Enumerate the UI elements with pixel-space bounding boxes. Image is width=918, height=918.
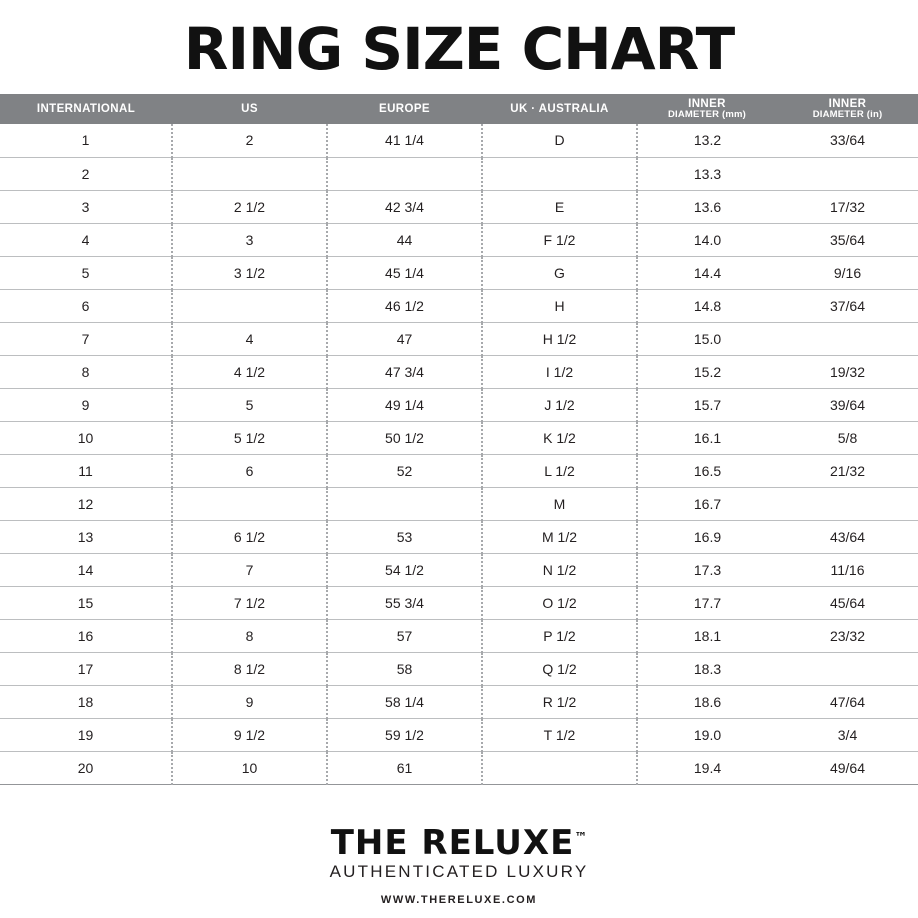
column-header-label: EUROPE xyxy=(379,102,430,115)
table-cell: 9/16 xyxy=(777,256,918,289)
table-cell: H 1/2 xyxy=(482,322,637,355)
table-cell: 14.8 xyxy=(637,289,777,322)
table-cell: 14.0 xyxy=(637,223,777,256)
table-cell: 2 xyxy=(0,157,172,190)
table-cell: 19 xyxy=(0,718,172,751)
table-row xyxy=(0,685,918,718)
table-cell: 42 3/4 xyxy=(327,190,482,223)
table-cell: 15.2 xyxy=(637,355,777,388)
table-cell: 15.0 xyxy=(637,322,777,355)
table-row xyxy=(0,388,918,421)
table-cell: G xyxy=(482,256,637,289)
table-cell: 52 xyxy=(327,454,482,487)
table-cell: O 1/2 xyxy=(482,586,637,619)
table-cell: 7 1/2 xyxy=(172,586,327,619)
table-row xyxy=(0,157,918,190)
brand-tagline: AUTHENTICATED LUXURY xyxy=(329,862,589,881)
table-cell: 13.2 xyxy=(637,124,777,157)
table-header-row xyxy=(0,94,918,124)
table-cell: 3 xyxy=(0,190,172,223)
column-header-uk-australia xyxy=(482,94,637,124)
table-cell: 4 xyxy=(172,322,327,355)
table-cell xyxy=(327,487,482,520)
table-cell: 55 3/4 xyxy=(327,586,482,619)
table-cell: 7 xyxy=(0,322,172,355)
table-cell: 18.1 xyxy=(637,619,777,652)
table-cell: 15 xyxy=(0,586,172,619)
brand-text: THE RELUXE xyxy=(330,823,575,863)
table-cell: 6 xyxy=(172,454,327,487)
table-cell: 53 xyxy=(327,520,482,553)
table-cell: 10 xyxy=(0,421,172,454)
brand-name xyxy=(0,823,918,863)
table-cell: 15.7 xyxy=(637,388,777,421)
table-cell: 9 xyxy=(172,685,327,718)
table-cell: 49 1/4 xyxy=(327,388,482,421)
table-cell: 3 1/2 xyxy=(172,256,327,289)
table-cell: 12 xyxy=(0,487,172,520)
table-cell: 47/64 xyxy=(777,685,918,718)
table-cell: 20 xyxy=(0,751,172,784)
table-cell: 47 3/4 xyxy=(327,355,482,388)
table-cell: 18.3 xyxy=(637,652,777,685)
table-cell: 14.4 xyxy=(637,256,777,289)
table-cell: 6 1/2 xyxy=(172,520,327,553)
column-header-inner-diameter-in xyxy=(777,94,918,124)
table-cell: 23/32 xyxy=(777,619,918,652)
table-body xyxy=(0,124,918,784)
table-cell: 7 xyxy=(172,553,327,586)
table-cell: D xyxy=(482,124,637,157)
table-cell: 9 xyxy=(0,388,172,421)
table-row xyxy=(0,520,918,553)
table-cell: L 1/2 xyxy=(482,454,637,487)
table-row xyxy=(0,124,918,157)
table-row xyxy=(0,355,918,388)
table-cell: 18 xyxy=(0,685,172,718)
table-cell: 58 xyxy=(327,652,482,685)
table-cell: 46 1/2 xyxy=(327,289,482,322)
table-cell: 21/32 xyxy=(777,454,918,487)
table-cell: 16.1 xyxy=(637,421,777,454)
column-header-sublabel: DIAMETER (mm) xyxy=(667,109,747,121)
table-cell: 9 1/2 xyxy=(172,718,327,751)
table-cell: 16.7 xyxy=(637,487,777,520)
table-cell: 47 xyxy=(327,322,482,355)
table-cell: 8 xyxy=(0,355,172,388)
table-cell: 54 1/2 xyxy=(327,553,482,586)
table-cell: 13.6 xyxy=(637,190,777,223)
table-cell: 3/4 xyxy=(777,718,918,751)
trademark-symbol: ™ xyxy=(574,830,588,846)
column-header-label: INNER xyxy=(828,97,867,110)
table-cell: 8 xyxy=(172,619,327,652)
table-row xyxy=(0,256,918,289)
page-title: RING SIZE CHART xyxy=(183,15,735,83)
column-header-europe xyxy=(327,94,482,124)
table-cell: J 1/2 xyxy=(482,388,637,421)
table-cell: 5/8 xyxy=(777,421,918,454)
table-row xyxy=(0,487,918,520)
table-cell: 11 xyxy=(0,454,172,487)
table-cell: 4 xyxy=(0,223,172,256)
table-cell: 61 xyxy=(327,751,482,784)
table-cell: 17/32 xyxy=(777,190,918,223)
table-cell: 10 xyxy=(172,751,327,784)
table-row xyxy=(0,619,918,652)
column-header-inner-diameter-mm xyxy=(637,94,777,124)
table-cell: 49/64 xyxy=(777,751,918,784)
table-row xyxy=(0,652,918,685)
table-cell: 58 1/4 xyxy=(327,685,482,718)
column-header-label: INNER xyxy=(688,97,726,110)
table-cell: 19.4 xyxy=(637,751,777,784)
table-header xyxy=(0,94,918,124)
table-row xyxy=(0,421,918,454)
table-cell: 4 1/2 xyxy=(172,355,327,388)
table-cell: 16.9 xyxy=(637,520,777,553)
table-cell xyxy=(777,652,918,685)
table-row xyxy=(0,553,918,586)
table-cell: 59 1/2 xyxy=(327,718,482,751)
table-row xyxy=(0,586,918,619)
table-cell: 43/64 xyxy=(777,520,918,553)
table-cell: 57 xyxy=(327,619,482,652)
table-cell xyxy=(327,157,482,190)
table-row xyxy=(0,289,918,322)
table-cell: K 1/2 xyxy=(482,421,637,454)
table-cell: E xyxy=(482,190,637,223)
table-cell xyxy=(172,157,327,190)
column-header-label: UK · AUSTRALIA xyxy=(510,102,609,115)
table-row xyxy=(0,751,918,784)
table-cell xyxy=(482,751,637,784)
table-cell: 13.3 xyxy=(637,157,777,190)
table-cell xyxy=(482,157,637,190)
table-cell: 2 xyxy=(172,124,327,157)
table-cell: 33/64 xyxy=(777,124,918,157)
table-row xyxy=(0,223,918,256)
column-header-us xyxy=(172,94,327,124)
table-cell: M xyxy=(482,487,637,520)
table-cell: I 1/2 xyxy=(482,355,637,388)
table-cell: 2 1/2 xyxy=(172,190,327,223)
table-cell: 1 xyxy=(0,124,172,157)
table-cell: 37/64 xyxy=(777,289,918,322)
table-cell: 44 xyxy=(327,223,482,256)
table-row xyxy=(0,190,918,223)
table-cell: 8 1/2 xyxy=(172,652,327,685)
table-cell: 6 xyxy=(0,289,172,322)
column-header-label: US xyxy=(241,102,258,115)
column-header-international xyxy=(0,94,172,124)
table-cell: F 1/2 xyxy=(482,223,637,256)
table-cell: T 1/2 xyxy=(482,718,637,751)
column-header-label: INTERNATIONAL xyxy=(36,102,136,115)
table-cell: 45 1/4 xyxy=(327,256,482,289)
table-cell: 18.6 xyxy=(637,685,777,718)
table-row xyxy=(0,718,918,751)
table-cell xyxy=(172,289,327,322)
table-cell: 5 xyxy=(172,388,327,421)
table-cell: P 1/2 xyxy=(482,619,637,652)
table-cell: M 1/2 xyxy=(482,520,637,553)
table-cell xyxy=(172,487,327,520)
table-cell: 17.3 xyxy=(637,553,777,586)
table-cell: 17 xyxy=(0,652,172,685)
table-cell: 39/64 xyxy=(777,388,918,421)
table-cell: 45/64 xyxy=(777,586,918,619)
brand-url[interactable]: WWW.THERELUXE.COM xyxy=(380,894,538,906)
table-cell: 16.5 xyxy=(637,454,777,487)
table-cell: 19.0 xyxy=(637,718,777,751)
table-cell: 19/32 xyxy=(777,355,918,388)
table-cell xyxy=(777,487,918,520)
table-cell: 5 xyxy=(0,256,172,289)
table-cell: R 1/2 xyxy=(482,685,637,718)
table-cell: 5 1/2 xyxy=(172,421,327,454)
table-cell: Q 1/2 xyxy=(482,652,637,685)
table-cell: 3 xyxy=(172,223,327,256)
table-cell: 35/64 xyxy=(777,223,918,256)
footer xyxy=(0,820,918,918)
table-row xyxy=(0,454,918,487)
table-cell: 11/16 xyxy=(777,553,918,586)
table-cell: 14 xyxy=(0,553,172,586)
table-cell: 13 xyxy=(0,520,172,553)
table-cell: H xyxy=(482,289,637,322)
table-cell: N 1/2 xyxy=(482,553,637,586)
table-cell: 17.7 xyxy=(637,586,777,619)
table-cell: 16 xyxy=(0,619,172,652)
column-header-sublabel: DIAMETER (in) xyxy=(812,109,883,121)
ring-size-table xyxy=(0,94,918,785)
table-cell xyxy=(777,157,918,190)
table-cell: 41 1/4 xyxy=(327,124,482,157)
table-cell: 50 1/2 xyxy=(327,421,482,454)
table-row xyxy=(0,322,918,355)
table-cell xyxy=(777,322,918,355)
